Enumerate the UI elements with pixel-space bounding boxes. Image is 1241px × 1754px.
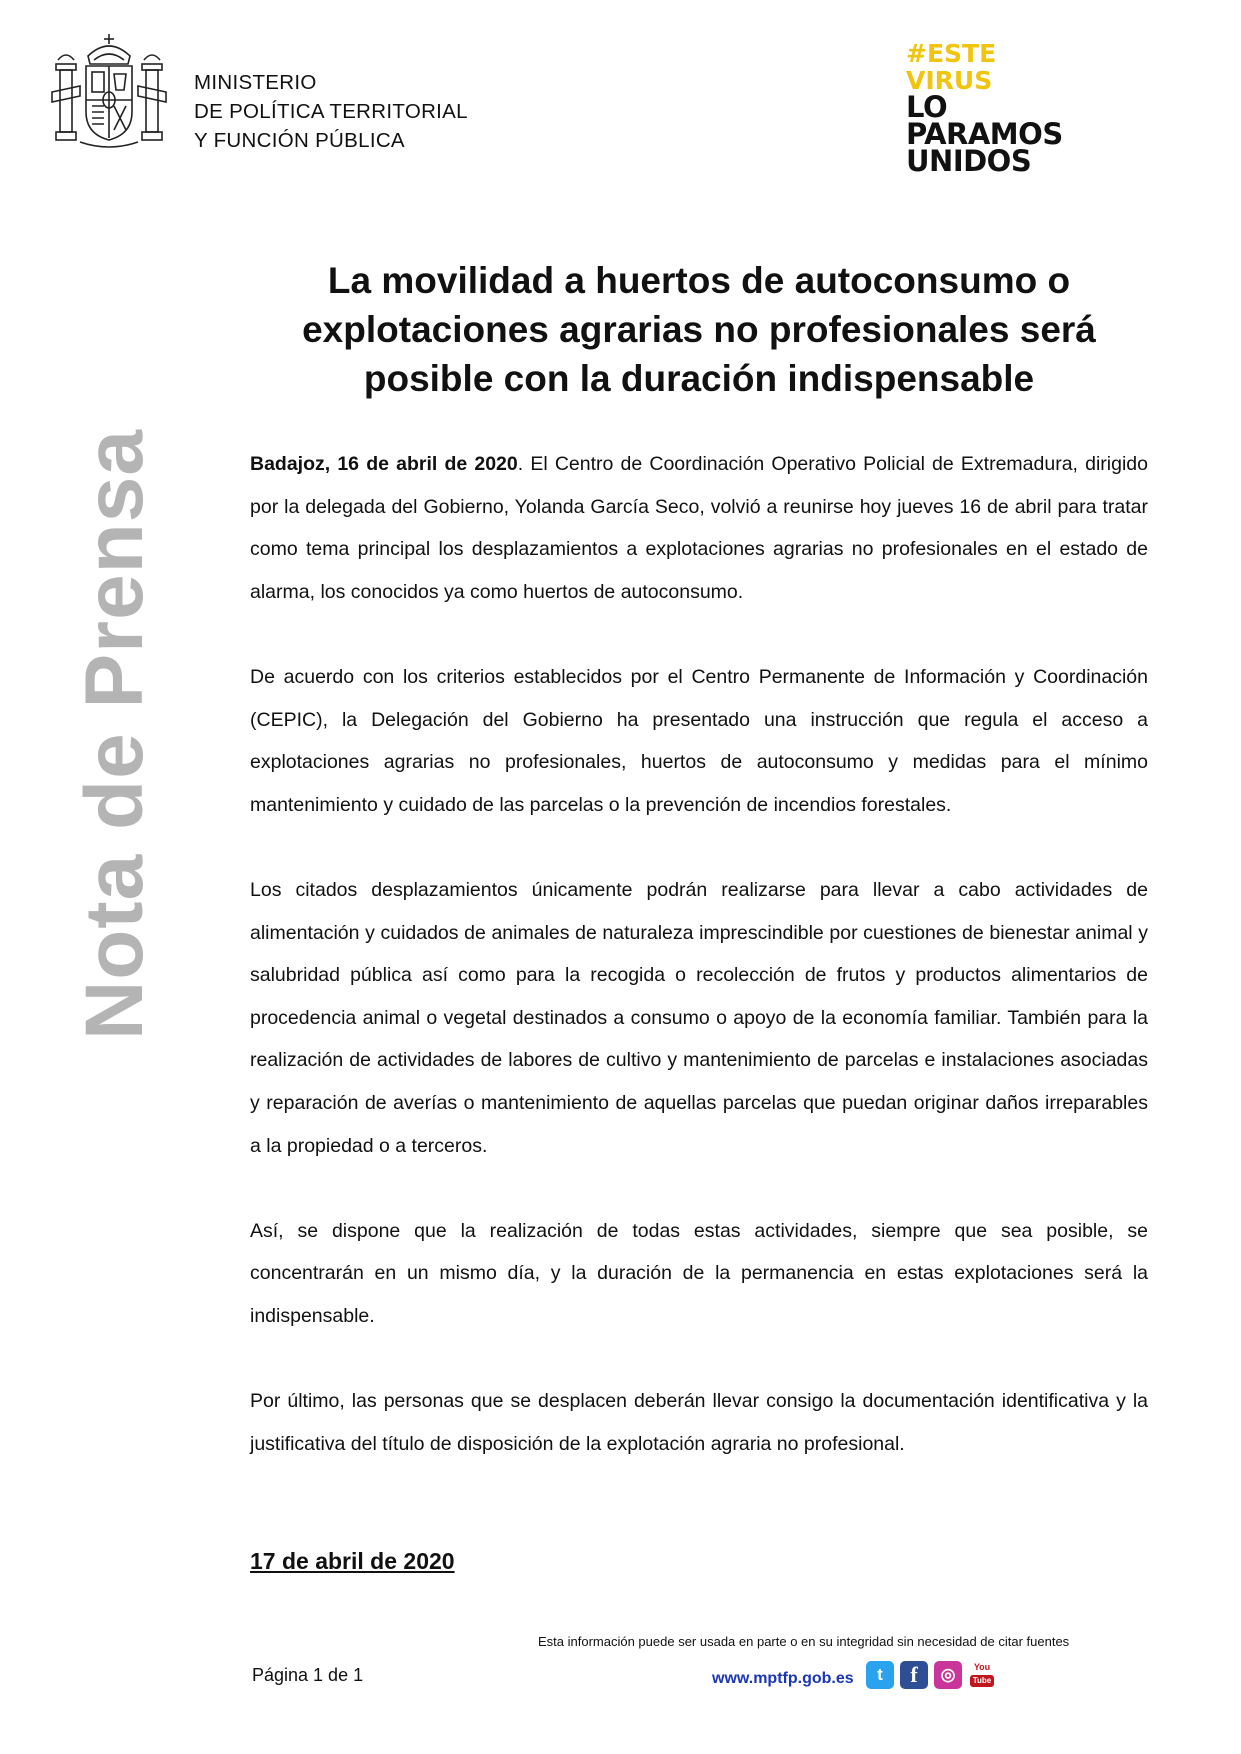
ministry-line: DE POLÍTICA TERRITORIAL (194, 100, 468, 123)
campaign-line: PARAMOS (906, 117, 1063, 151)
instagram-icon[interactable]: ◎ (934, 1661, 962, 1689)
campaign-line: #ESTE (906, 39, 997, 68)
youtube-icon-box: Tube (970, 1675, 994, 1687)
campaign-line: VIRUS (906, 66, 993, 95)
paragraph: Así, se dispone que la realización de todas estas actividades, siempre que sea posible, se concentrarán en un mismo día, y la duración de la permanencia en estas explotaciones será la indispensable. (250, 1219, 1148, 1327)
campaign-logo (906, 39, 1086, 178)
footer-note: Esta información puede ser usada en parte o en su integridad sin necesidad de citar fuentes (538, 1634, 1070, 1649)
facebook-icon[interactable]: f (900, 1661, 928, 1689)
paragraph: Por último, las personas que se desplacen deberán llevar consigo la documentación identificativa y la justificativa del título de disposición de la explotación agraria no profesional. (250, 1390, 1148, 1455)
campaign-line: UNIDOS (906, 144, 1032, 178)
campaign-line: LO (906, 90, 948, 124)
ministry-name (194, 68, 468, 155)
closing-date: 17 de abril de 2020 (250, 1548, 455, 1574)
ministry-line: Y FUNCIÓN PÚBLICA (194, 129, 405, 152)
article-body (250, 443, 1148, 1508)
coat-of-arms-logo (50, 30, 168, 150)
page-title: La movilidad a huertos de autoconsumo o explotaciones agrarias no profesionales será posible con la duración indispensable (302, 260, 1096, 399)
page-number: Página 1 de 1 (252, 1665, 364, 1685)
youtube-icon[interactable] (968, 1661, 996, 1689)
twitter-icon[interactable]: t (866, 1661, 894, 1689)
paragraph: Los citados desplazamientos únicamente podrán realizarse para llevar a cabo actividades de alimentación y cuidados de animales de naturaleza imprescindible por cuestiones de bienestar animal y salubridad pública así como para la recogida o recolección de frutos y productos alimentarios de procedencia animal o vegetal destinados a consumo o apoyo de la economía familiar. También para la realización de actividades de labores de cultivo y mantenimiento de parcelas e instalaciones asociadas y reparación de averías o mantenimiento de aquellas parcelas que puedan originar daños irreparables a la propiedad o a terceros. (250, 878, 1148, 1157)
press-release-side-label: Nota de Prensa (69, 429, 160, 1040)
website-link[interactable]: www.mptfp.gob.es (712, 1670, 854, 1687)
paragraph-text: . El Centro de Coordinación Operativo Policial de Extremadura, dirigido por la delegada del Gobierno, Yolanda García Seco, volvió a reunirse hoy jueves 16 de abril para tratar como tema principal los desplazamientos a explotaciones agrarias no profesionales en el estado de alarma, los conocidos ya como huertos de autoconsumo. (250, 453, 1148, 603)
youtube-icon-top: You (973, 1662, 991, 1672)
ministry-line: MINISTERIO (194, 71, 317, 94)
paragraph: De acuerdo con los criterios establecidos por el Centro Permanente de Información y Coordinación (CEPIC), la Delegación del Gobierno ha presentado una instrucción que regula el acceso a explotaciones agrarias no profesionales, huertos de autoconsumo y medidas para el mínimo mantenimiento y cuidado de las parcelas o la prevención de incendios forestales. (250, 665, 1148, 816)
dateline: Badajoz, 16 de abril de 2020 (250, 453, 518, 475)
paragraph (250, 443, 1148, 613)
